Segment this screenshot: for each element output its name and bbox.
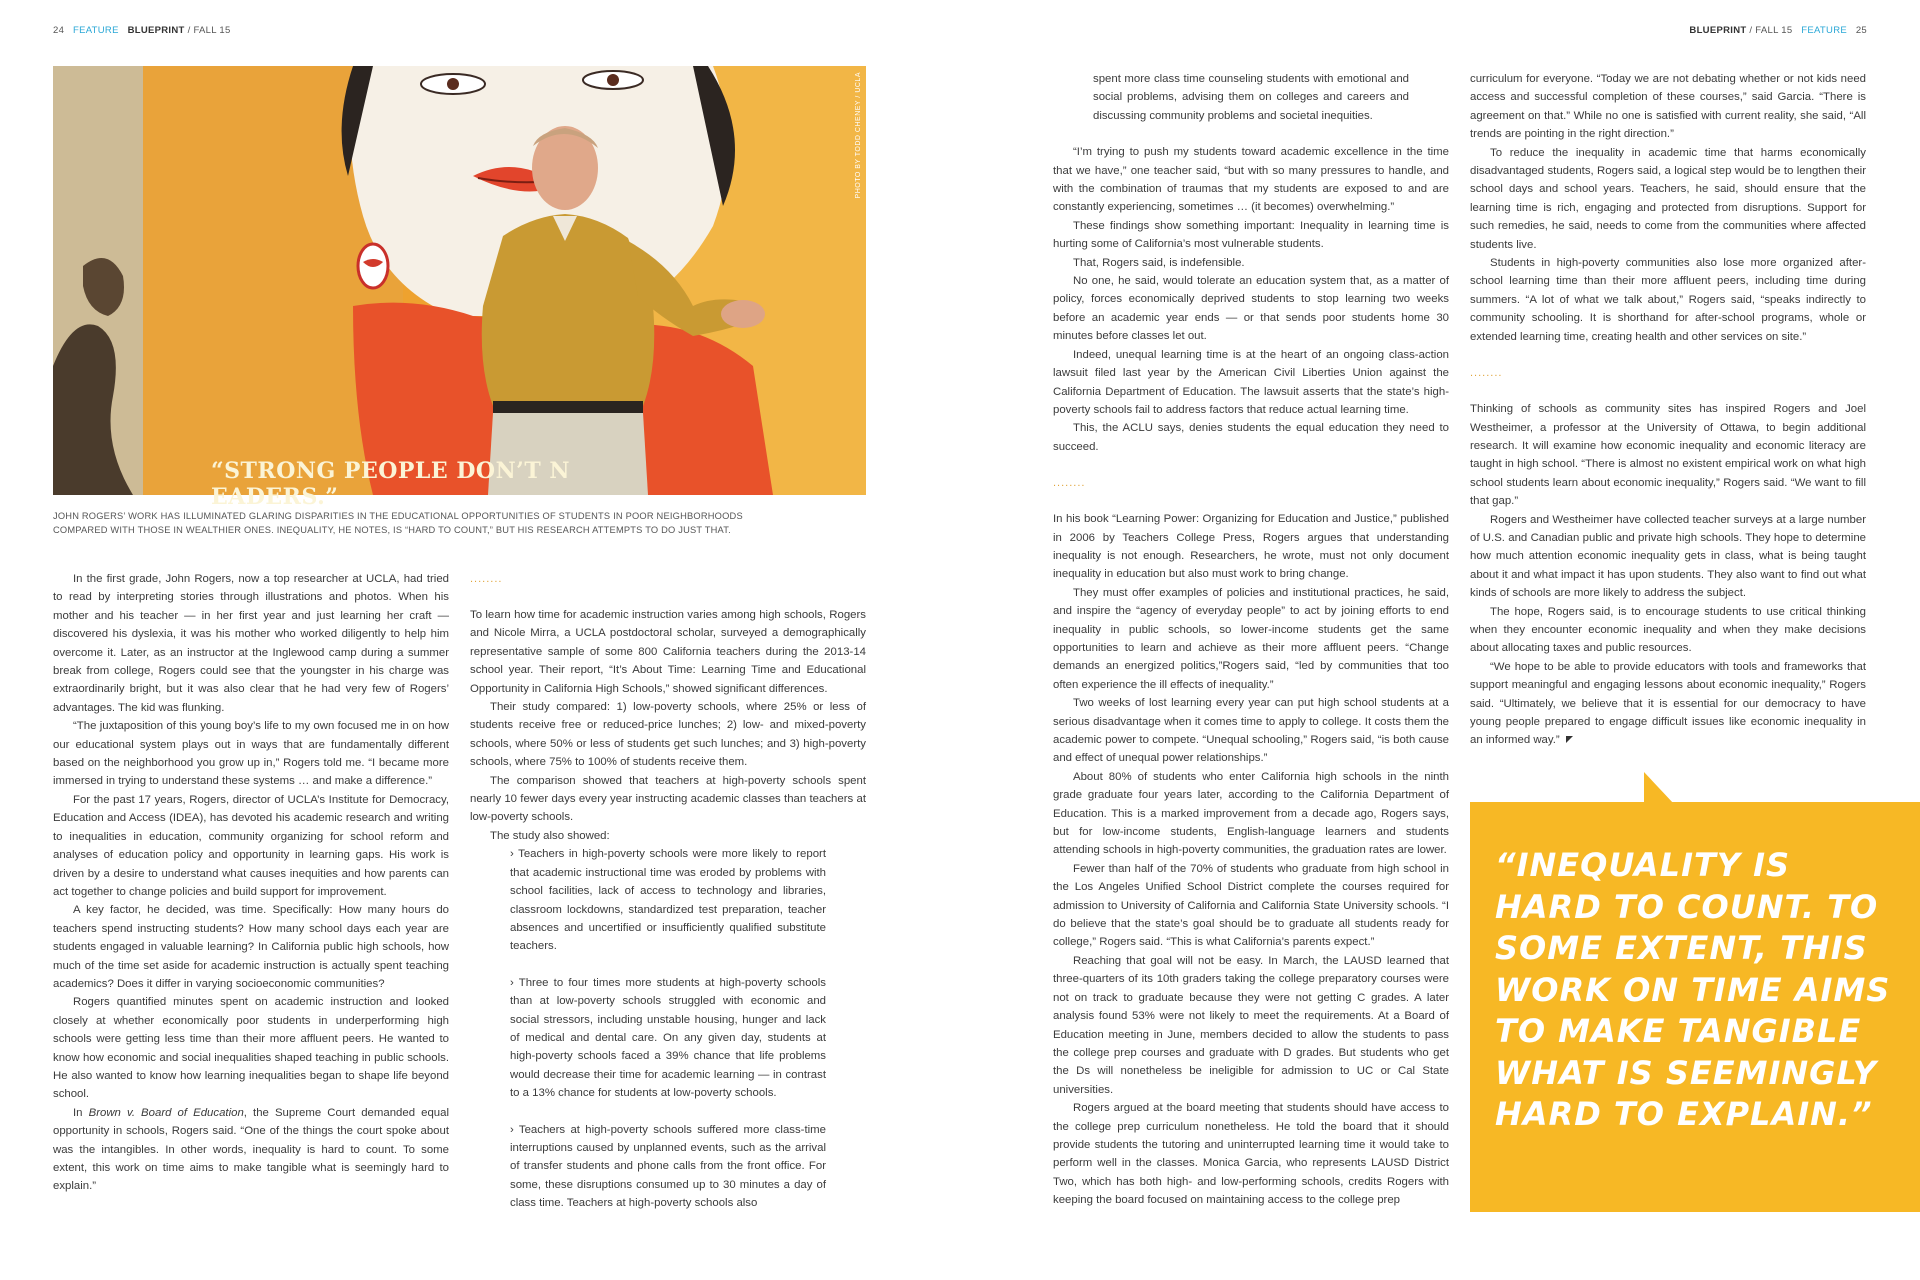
paragraph: Fewer than half of the 70% of students who graduate from high school in the Los Angeles Unified School District complete the courses required for admission to University of California and California State University schools. “I do believe that the state’s goal should be to graduate all students ready for college,” Rogers said. “This is what California’s parents expect.”: [1053, 862, 1449, 949]
paragraph: Rogers argued at the board meeting that students should have access to the college prep curriculum nonetheless. He told the board that it should provide students the tutoring and uninterrupted learning time it would take to perform well in the classes. Monica Garcia, who represents LAUSD District Two, which has both high- and low-performing schools, credits Rogers with keeping the board focused on maintaining access to the college prep: [1053, 1102, 1449, 1207]
paragraph: Indeed, unequal learning time is at the heart of an ongoing class-action lawsuit filed last year by the American Civil Liberties Union against the California Department of Education. The lawsuit asserts that the state’s high-poverty schools fail to address factors that reduce actual learning time.: [1053, 348, 1449, 416]
paragraph: Rogers quantified minutes spent on academic instruction and looked closely at whether economically poor students in underperforming high schools were getting less time than their more affluent peers. He wanted to know how economic and social inequalities shaped teaching in public schools. He also wanted to know how learning inequalities began to shape life beyond school.: [53, 996, 449, 1101]
mural-slogan: “STRONG PEOPLE DON’T NEADERS.”: [211, 458, 570, 510]
paragraph: curriculum for everyone. “Today we are not debating whether or not kids need access and successful completion of these courses,” said Garcia. “There is agreement on that.” While no one is satisfied with current reality, she said, “All trends are pointing in the right direction.”: [1470, 73, 1866, 141]
pull-quote-tab: [1644, 772, 1674, 804]
paragraph: A key factor, he decided, was time. Specifically: How many hours do teachers spend instructing students? How many school days each year are students engaged in valuable learning? In California public high schools, how much of the time set aside for academic instruction is actually spent teaching academics? Does it differ in varying socioeconomic communities?: [53, 904, 449, 990]
body-column-4: [1470, 70, 1866, 750]
paragraph: “I’m trying to push my students toward academic excellence in the time that we have,” one teacher said, “but with so many pressures to handle, and with the combination of traumas that my students are exposed to and are constantly experiencing, sometimes … (it becomes) overwhelming.”: [1053, 146, 1449, 214]
page-number-left: 24: [53, 25, 65, 36]
paragraph: Reaching that goal will not be easy. In March, the LAUSD learned that three-quarters of its 10th graders taking the college preparatory courses were not on track to graduate because they were not getting C grades. A later analysis found 53% were not likely to meet the requirements. At a Board of Education meeting in June, members decided to allow the students to pass the college prep courses and graduate with D grades. But students who get the Ds will nonetheless be ineligible for admission to UC or Cal State universities.: [1053, 954, 1449, 1096]
magazine-name-right: BLUEPRINT: [1689, 25, 1747, 36]
paragraph: To learn how time for academic instruction varies among high schools, Rogers and Nicole Mirra, a UCLA postdoctoral scholar, surveyed a demographically representative sample of some 800 California teachers during the 2013-14 school year. Their report, “It’s About Time: Learning Time and Educational Opportunity in California High Schools,” showed significant differences.: [470, 609, 866, 695]
paragraph: In his book “Learning Power: Organizing for Education and Justice,” published in 2006 by Teachers College Press, Rogers argues that understanding inequality is not enough. Researchers, he wrote, must not only document inequality in education but also must work to bring change.: [1053, 513, 1449, 581]
pull-quote: “INEQUALITY IS HARD TO COUNT. TO SOME EXTENT, THIS WORK ON TIME AIMS TO MAKE TANGIBLE WHAT IS SEEMINGLY HARD TO EXPLAIN.”: [1495, 846, 1891, 1133]
paragraph: Thinking of schools as community sites has inspired Rogers and Joel Westheimer, a professor at the University of Ottawa, to begin additional research. It will examine how economic inequality and economic literacy are taught in high school. “There is almost no existent empirical work on what high school students learn about economic inequality,” Rogers said. “We want to fill that gap.”: [1470, 403, 1866, 508]
body-column-1: [53, 570, 449, 1196]
paragraph: In Brown v. Board of Education, the Supreme Court demanded equal opportunity in schools, Rogers said. “One of the things the court spoke about was the intangibles. In other words, inequality is hard to count. To some extent, this work on time aims to make tangible what is seemingly hard to explain.”: [53, 1106, 449, 1193]
section-label-left: FEATURE: [73, 25, 119, 36]
paragraph: For the past 17 years, Rogers, director of UCLA’s Institute for Democracy, Education and Access (IDEA), has devoted his academic research and writing to inequalities in education, community organizing for school reform and analyses of education policy and opportunity in learning gaps. His work is driven by a desire to understand what causes inequities and how parents can act together to change policies and build support for improvement.: [53, 793, 449, 898]
section-divider-dots: ........: [470, 573, 503, 585]
paragraph: The study also showed:: [490, 829, 610, 842]
feature-photo: [53, 66, 866, 510]
paragraph: They must offer examples of policies and institutional practices, he said, and inspire the “agency of everyday people” to act by joining efforts to end inequality in public schools, so lower-income students get the same opportunities to learn and achieve as their more affluent peers. “Change demands an energized politics,”Rogers said, “led by communities that too often experience the ill effects of inequality.”: [1053, 586, 1449, 691]
paragraph: This, the ACLU says, denies students the equal education they need to succeed.: [1053, 422, 1449, 453]
paragraph: Rogers and Westheimer have collected teacher surveys at a large number of U.S. and Canadian public and private high schools. They hope to determine how much attention economic inequality gets in class, what is being taught about it and what impact it has upon students. They also want to find out what kinds of schools are more likely to address the subject.: [1470, 513, 1866, 600]
body-column-3: [1053, 70, 1449, 1210]
paragraph: Two weeks of lost learning every year can put high school students at a serious disadvantage when it comes time to apply to college. It costs them the academic power to compete. “Unequal schooling,” Rogers said, “is both cause and effect of unequal power relationships.”: [1053, 697, 1449, 765]
section-divider-dots: ........: [1053, 477, 1086, 490]
page-number-right: 25: [1855, 25, 1867, 36]
paragraph: Students in high-poverty communities also lose more organized after-school learning time than their more affluent peers, including time during summers. “A lot of what we talk about,” Rogers said, “speaks indirectly to community schooling. It is shorthand for after-school programs, whole or extended learning time, creating health and other services on site.”: [1470, 257, 1866, 343]
magazine-name-left: BLUEPRINT: [127, 25, 185, 36]
end-mark-icon: [1566, 736, 1573, 743]
bullet-item: › Three to four times more students at high-poverty schools than at low-poverty schools struggled with economic and social stressors, including unstable housing, hunger and lack of medical and dental care. On any given day, students at high-poverty schools faced a 39% chance that life problems would decrease their time for academic learning — in contrast to a 13% chance for students at low-poverty schools.: [510, 976, 826, 1100]
paragraph: These findings show something important: Inequality in learning time is hurting some of California’s most vulnerable students.: [1053, 219, 1449, 251]
photo-credit: PHOTO BY TODD CHENEY / UCLA: [855, 72, 862, 199]
body-column-2: [470, 570, 866, 1213]
photo-caption: JOHN ROGERS’ WORK HAS ILLUMINATED GLARING DISPARITIES IN THE EDUCATIONAL OPPORTUNITIES OF STUDENTS IN POOR NEIGHBORHOODS COMPARED WITH THOSE IN WEALTHIER ONES. INEQUALITY, HE NOTES, IS “HARD TO COUNT,” BUT HIS RESEARCH ATTEMPTS TO DO JUST THAT.: [53, 511, 743, 535]
issue-right: / FALL 15: [1749, 25, 1793, 36]
paragraph: In the first grade, John Rogers, now a top researcher at UCLA, had tried to read by interpreting stories through illustrations and photos. When his mother and his teacher — in her first year and just learning her craft — discovered his dyslexia, it was his mother who worked diligently to help him overcome it. Later, as an instructor at the Inglewood camp during a summer break from college, Rogers could see that the youngster in his charge was extraordinarily bright, but it was also clear that he had very few of Rogers’ advantages. The kid was flunking.: [53, 573, 449, 714]
paragraph: “We hope to be able to provide educators with tools and frameworks that support meaningful and engaging lessons about economic inequality,” Rogers said. “Ultimately, we believe that it is essential for our democracy to have young people prepared to engage difficult issues like economic inequality in an informed way.”: [1470, 660, 1866, 747]
paragraph: The comparison showed that teachers at high-poverty schools spent nearly 10 fewer days every year instructing academic classes than teachers at low-poverty schools.: [470, 774, 866, 824]
mural-illustration: [53, 66, 866, 495]
paragraph: The hope, Rogers said, is to encourage students to use critical thinking when they encounter economic inequality and when they make decisions about allocating taxes and public resources.: [1470, 605, 1866, 655]
bullet-item: › Teachers at high-poverty schools suffered more class-time interruptions caused by unplanned events, such as the arrival of transfer students and phone calls from the front office. For some, these disruptions consumed up to 30 minutes a day of class time. Teachers at high-poverty schools also: [510, 1123, 826, 1210]
left-page-header: [53, 25, 231, 36]
bullet-item: › Teachers in high-poverty schools were more likely to report that academic instructional time was eroded by problems with school facilities, lack of access to technology and libraries, classroom lockdowns, standardized test preparation, teacher absences and uncertified or insufficiently qualified substitute teachers.: [510, 848, 826, 953]
paragraph: No one, he said, would tolerate an education system that, as a matter of policy, forces economically deprived students to stop learning two weeks before an academic year ends — or that sends poor students home 30 minutes before classes let out.: [1053, 275, 1449, 343]
paragraph: That, Rogers said, is indefensible.: [1073, 256, 1245, 269]
paragraph: Their study compared: 1) low-poverty schools, where 25% or less of students receive free or reduced-price lunches; 2) low- and mixed-poverty schools, where 50% or less of students get such lunches; and 3) high-poverty schools, where 75% to 100% of students receive them.: [470, 701, 866, 769]
section-divider-dots: ........: [1470, 367, 1503, 380]
right-page-header: [1689, 25, 1867, 36]
paragraph: To reduce the inequality in academic time that harms economically disadvantaged students, Rogers said, a logical step would be to lengthen their school days and school years. Teachers, he said, should ensure that the learning time is rich, engaging and protected from disruptions. Support for such remedies, he said, needs to come from the communities where affected students live.: [1470, 146, 1866, 251]
paragraph: About 80% of students who enter California high schools in the ninth grade graduate four years later, according to the California Department of Education. This is a marked improvement from a decade ago, Rogers says, but for low-income students, English-language learners and students attending schools in high-poverty communities, the graduation rates are lower.: [1053, 770, 1449, 857]
paragraph: “The juxtaposition of this young boy’s life to my own focused me in on how our educational system plays out in ways that are fundamentally different based on the neighborhood you grow up in,” Rogers told me. “I became more immersed in trying to understand these systems … and make a difference.”: [53, 720, 449, 788]
section-label-right: FEATURE: [1801, 25, 1847, 36]
paragraph: spent more class time counseling students with emotional and social problems, advising them on colleges and careers and discussing community problems and societal inequities.: [1093, 73, 1409, 122]
issue-left: / FALL 15: [187, 25, 231, 36]
